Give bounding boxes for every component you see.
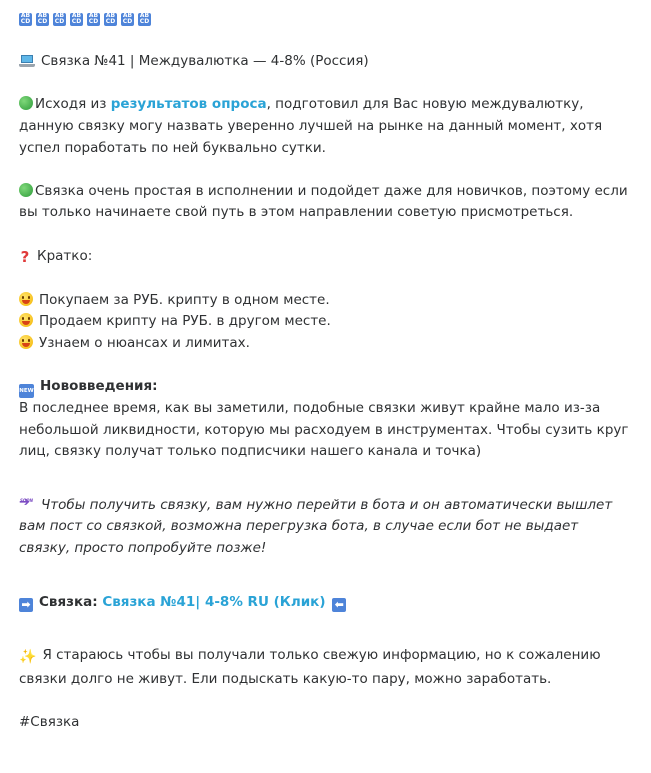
abcd-icon: AB CD [122, 11, 133, 25]
hashtag-link[interactable]: #Связка [19, 714, 80, 731]
step-item: Узнаем о нюансах и лимитах. [19, 333, 633, 355]
bundle-link[interactable]: Связка №41| 4-8% RU (Клик) [102, 593, 326, 610]
soon-arrow-icon [19, 497, 35, 511]
green-circle-icon [19, 183, 33, 197]
news-text: В последнее время, как вы заметили, подобные связки живут крайне мало из-за небольшой ликвидности, которую мы расходуем в инструментах. Чтобы сузить круг лиц, связку получат только подписчики нашего канала и точка) [19, 400, 629, 460]
step-item: Продаем крипту на РУБ. в другом месте. [19, 311, 633, 333]
header-badges [19, 8, 633, 30]
intro-paragraph: Исходя из результатов опроса, подготовил для Вас новую междувалютку, данную связку могу назвать уверенно лучшей на рынке на данный момент, хотя успел поработать по ней буквально сутки. [19, 96, 603, 156]
post-title: Связка №41 | Междувалютка — 4-8% (Россия) [19, 51, 633, 73]
bundle-link-row: ➡ Связка: Связка №41| 4-8% RU (Клик) ⬅ [19, 592, 633, 614]
survey-results-link[interactable]: результатов опроса [110, 96, 267, 113]
abcd-icon: AB CD [37, 11, 48, 25]
green-circle-icon [19, 96, 33, 110]
summary-heading: ? Кратко: [19, 246, 633, 269]
abcd-icon: AB CD [20, 11, 31, 25]
left-arrow-icon: ⬅ [332, 598, 346, 612]
bot-instructions: ➔ SOONЧтобы получить связку, вам нужно перейти в бота и он автоматически вышлет вам пост со связкой, возможна перегрузка бота, в случае если бот не выдает связку, просто попробуйте позже! [19, 495, 633, 560]
grinning-face-icon [19, 313, 33, 327]
sparkles-icon: ✨ [19, 649, 37, 666]
abcd-icon: AB CD [105, 11, 116, 25]
abcd-icon: AB CD [139, 11, 150, 25]
grinning-face-icon [19, 292, 33, 306]
new-badge-icon: NEW [19, 384, 34, 398]
news-heading: NEW Нововведения: [19, 376, 633, 398]
step-item: Покупаем за РУБ. крипту в одном месте. [19, 290, 633, 312]
grinning-face-icon [19, 335, 33, 349]
closing-paragraph: ✨ Я стараюсь чтобы вы получали только свежую информацию, но к сожалению связки долго не живут. Ели подыскать какую-то пару, можно заработать. [19, 647, 601, 687]
question-mark-icon: ? [20, 247, 30, 266]
right-arrow-icon: ➡ [19, 598, 33, 612]
abcd-icon: AB CD [54, 11, 65, 25]
simplicity-paragraph: Связка очень простая в исполнении и подойдет даже для новичков, поэтому если вы только начинаете свой путь в этом направлении советую присмотреться. [19, 182, 628, 221]
laptop-icon [19, 55, 35, 67]
abcd-icon: AB CD [88, 11, 99, 25]
abcd-icon: AB CD [71, 11, 82, 25]
